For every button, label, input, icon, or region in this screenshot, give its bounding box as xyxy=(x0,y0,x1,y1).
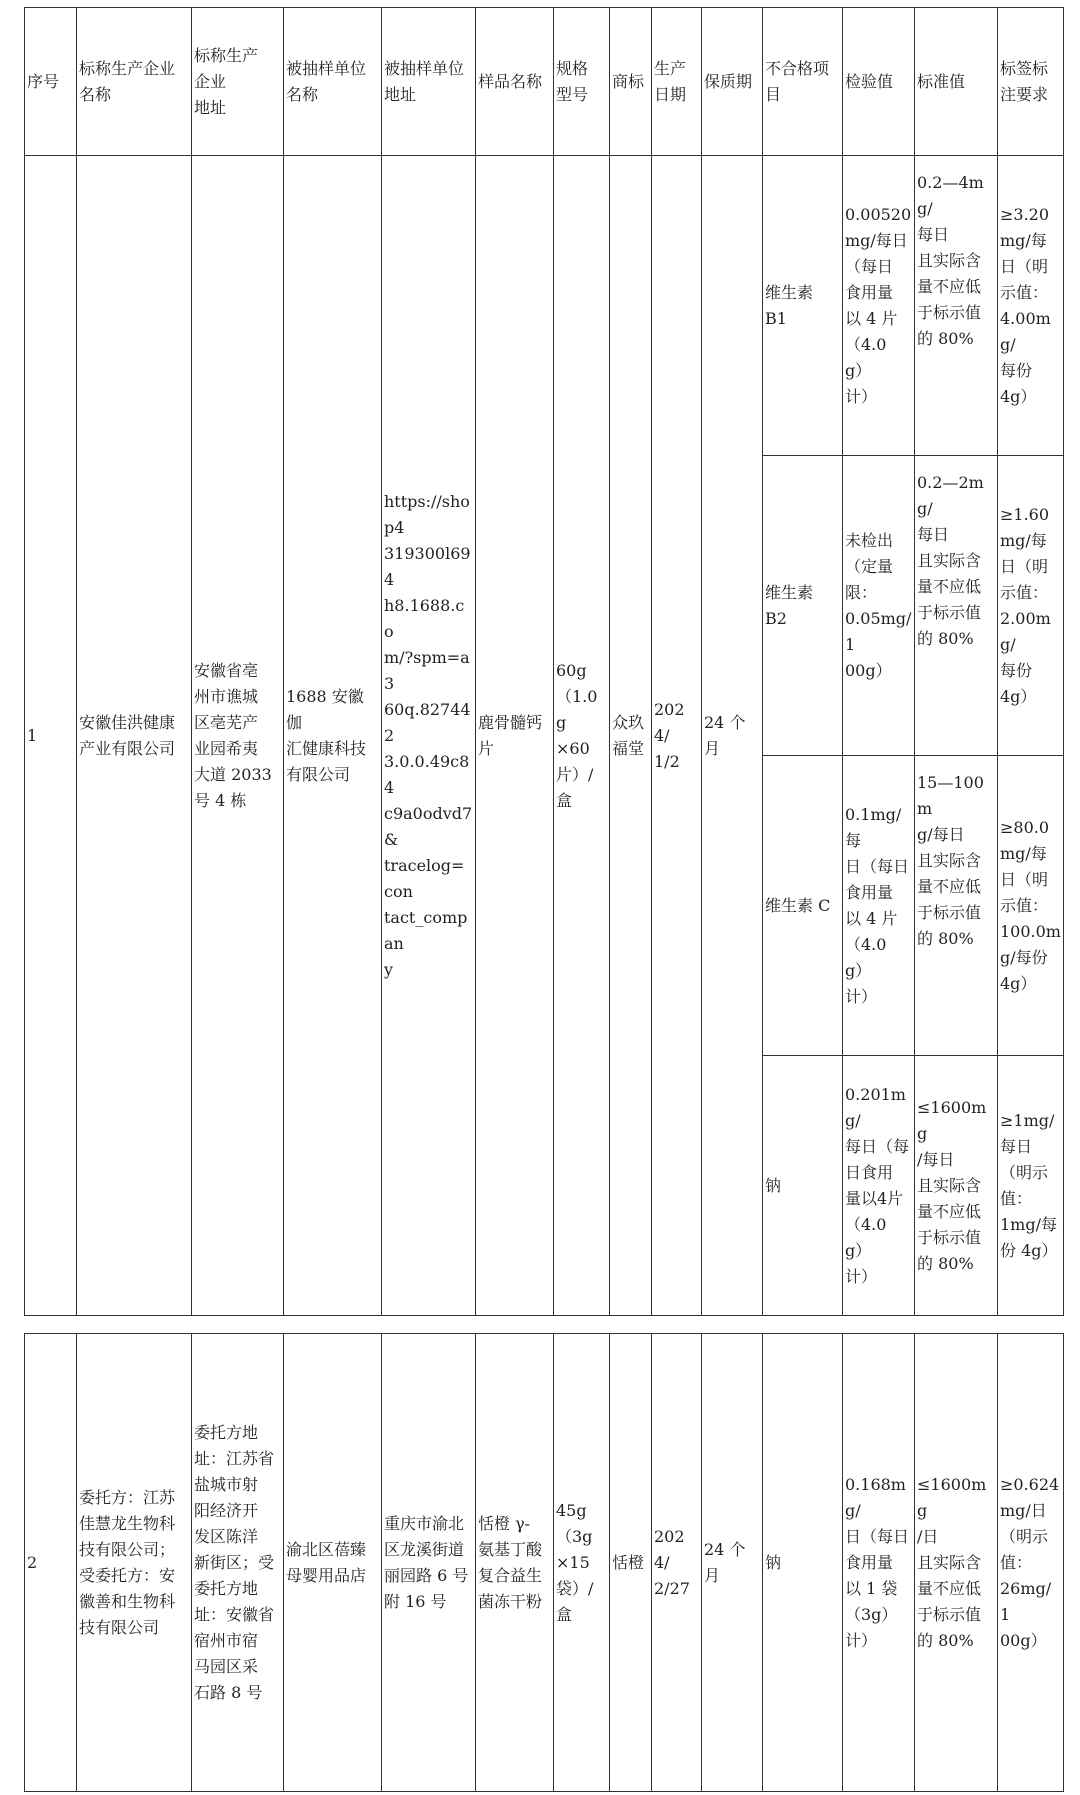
header-label-requirement: 标签标 注要求 xyxy=(998,8,1064,156)
header-brand: 商标 xyxy=(610,8,652,156)
record-sample-name: 恬橙 γ- 氨基丁酸 复合益生 菌冻干粉 xyxy=(476,1334,554,1792)
record-2-table xyxy=(24,1333,1064,1792)
standard-value: 0.2—4mg/ 每日 且实际含 量不应低 于标示值 的 80% xyxy=(915,156,998,456)
record-sample-name: 鹿骨髓钙 片 xyxy=(476,156,554,1316)
failed-item: 钠 xyxy=(763,1056,843,1316)
standard-value: ≤1600mg /每日 且实际含 量不应低 于标示值 的 80% xyxy=(915,1056,998,1316)
header-sample-name: 样品名称 xyxy=(476,8,554,156)
record-shelf-life: 24 个月 xyxy=(702,156,763,1316)
test-value: 0.168mg/ 日（每日 食用量 以 1 袋 （3g） 计） xyxy=(843,1334,915,1792)
record-seq: 1 xyxy=(25,156,77,1316)
test-value: 未检出 （定量 限： 0.05mg/1 00g） xyxy=(843,456,915,756)
label-requirement: ≥80.0 mg/每 日（明 示值： 100.0m g/每份 4g） xyxy=(998,756,1064,1056)
record-seq: 2 xyxy=(25,1334,77,1792)
record-company: 安徽佳洪健康 产业有限公司 xyxy=(77,156,192,1316)
header-sampled-address: 被抽样单位 地址 xyxy=(382,8,476,156)
table-row xyxy=(25,156,1064,456)
failed-item: 维生素 C xyxy=(763,756,843,1056)
standard-value: 0.2—2mg/ 每日 且实际含 量不应低 于标示值 的 80% xyxy=(915,456,998,756)
label-requirement: ≥1.60 mg/每 日（明 示值： 2.00mg/ 每份 4g） xyxy=(998,456,1064,756)
record-company: 委托方：江苏 佳慧龙生物科 技有限公司； 受委托方：安 徽善和生物科 技有限公司 xyxy=(77,1334,192,1792)
label-requirement: ≥0.624 mg/日 （明示 值： 26mg/1 00g） xyxy=(998,1334,1064,1792)
record-sampled-unit: 渝北区蓓臻 母婴用品店 xyxy=(284,1334,382,1792)
record-company-address: 安徽省亳 州市谯城 区亳芜产 业园希夷 大道 2033 号 4 栋 xyxy=(192,156,284,1316)
record-brand: 恬橙 xyxy=(610,1334,652,1792)
label-requirement: ≥3.20 mg/每 日（明 示值： 4.00mg/ 每份 4g） xyxy=(998,156,1064,456)
standard-value: ≤1600mg /日 且实际含 量不应低 于标示值 的 80% xyxy=(915,1334,998,1792)
record-shelf-life: 24 个月 xyxy=(702,1334,763,1792)
header-production-date: 生产 日期 xyxy=(652,8,702,156)
record-sampled-unit: 1688 安徽伽 汇健康科技 有限公司 xyxy=(284,156,382,1316)
header-seq: 序号 xyxy=(25,8,77,156)
record-brand: 众玖 福堂 xyxy=(610,156,652,1316)
header-test-value: 检验值 xyxy=(843,8,915,156)
header-sampled-unit: 被抽样单位 名称 xyxy=(284,8,382,156)
record-company-address: 委托方地 址：江苏省 盐城市射 阳经济开 发区陈洋 新街区；受 委托方地 址：安徽省 宿州市宿 马园区采 石路 8 号 xyxy=(192,1334,284,1792)
failed-item: 钠 xyxy=(763,1334,843,1792)
failed-item: 维生素 B1 xyxy=(763,156,843,456)
record-spec: 60g （1.0g ×60 片）/ 盒 xyxy=(554,156,610,1316)
record-1-table xyxy=(24,155,1064,1316)
label-requirement: ≥1mg/ 每日 （明示 值： 1mg/每 份 4g） xyxy=(998,1056,1064,1316)
test-value: 0.201mg/ 每日（每 日食用 量以4片 （4.0g） 计） xyxy=(843,1056,915,1316)
header-shelf-life: 保质期 xyxy=(702,8,763,156)
table-header xyxy=(24,7,1064,156)
header-standard: 标准值 xyxy=(915,8,998,156)
record-production-date: 2024/ 2/27 xyxy=(652,1334,702,1792)
record-sampled-address: 重庆市渝北 区龙溪街道 丽园路 6 号 附 16 号 xyxy=(382,1334,476,1792)
header-company-address: 标称生产 企业 地址 xyxy=(192,8,284,156)
test-value: 0.00520 mg/每日 （每日 食用量 以 4 片 （4.0g） 计） xyxy=(843,156,915,456)
standard-value: 15—100m g/每日 且实际含 量不应低 于标示值 的 80% xyxy=(915,756,998,1056)
header-spec: 规格 型号 xyxy=(554,8,610,156)
record-sampled-address: https://shop4 319300l694 h8.1688.co m/?spm=a3 60q.827442 3.0.0.49c84 c9a0odvd7& tracelog=con tact_compan y xyxy=(382,156,476,1316)
header-company: 标称生产企业 名称 xyxy=(77,8,192,156)
test-value: 0.1mg/每 日（每日 食用量 以 4 片 （4.0g） 计） xyxy=(843,756,915,1056)
table-row xyxy=(25,1334,1064,1792)
record-production-date: 2024/ 1/2 xyxy=(652,156,702,1316)
failed-item: 维生素 B2 xyxy=(763,456,843,756)
header-item: 不合格项 目 xyxy=(763,8,843,156)
record-spec: 45g （3g ×15 袋）/ 盒 xyxy=(554,1334,610,1792)
